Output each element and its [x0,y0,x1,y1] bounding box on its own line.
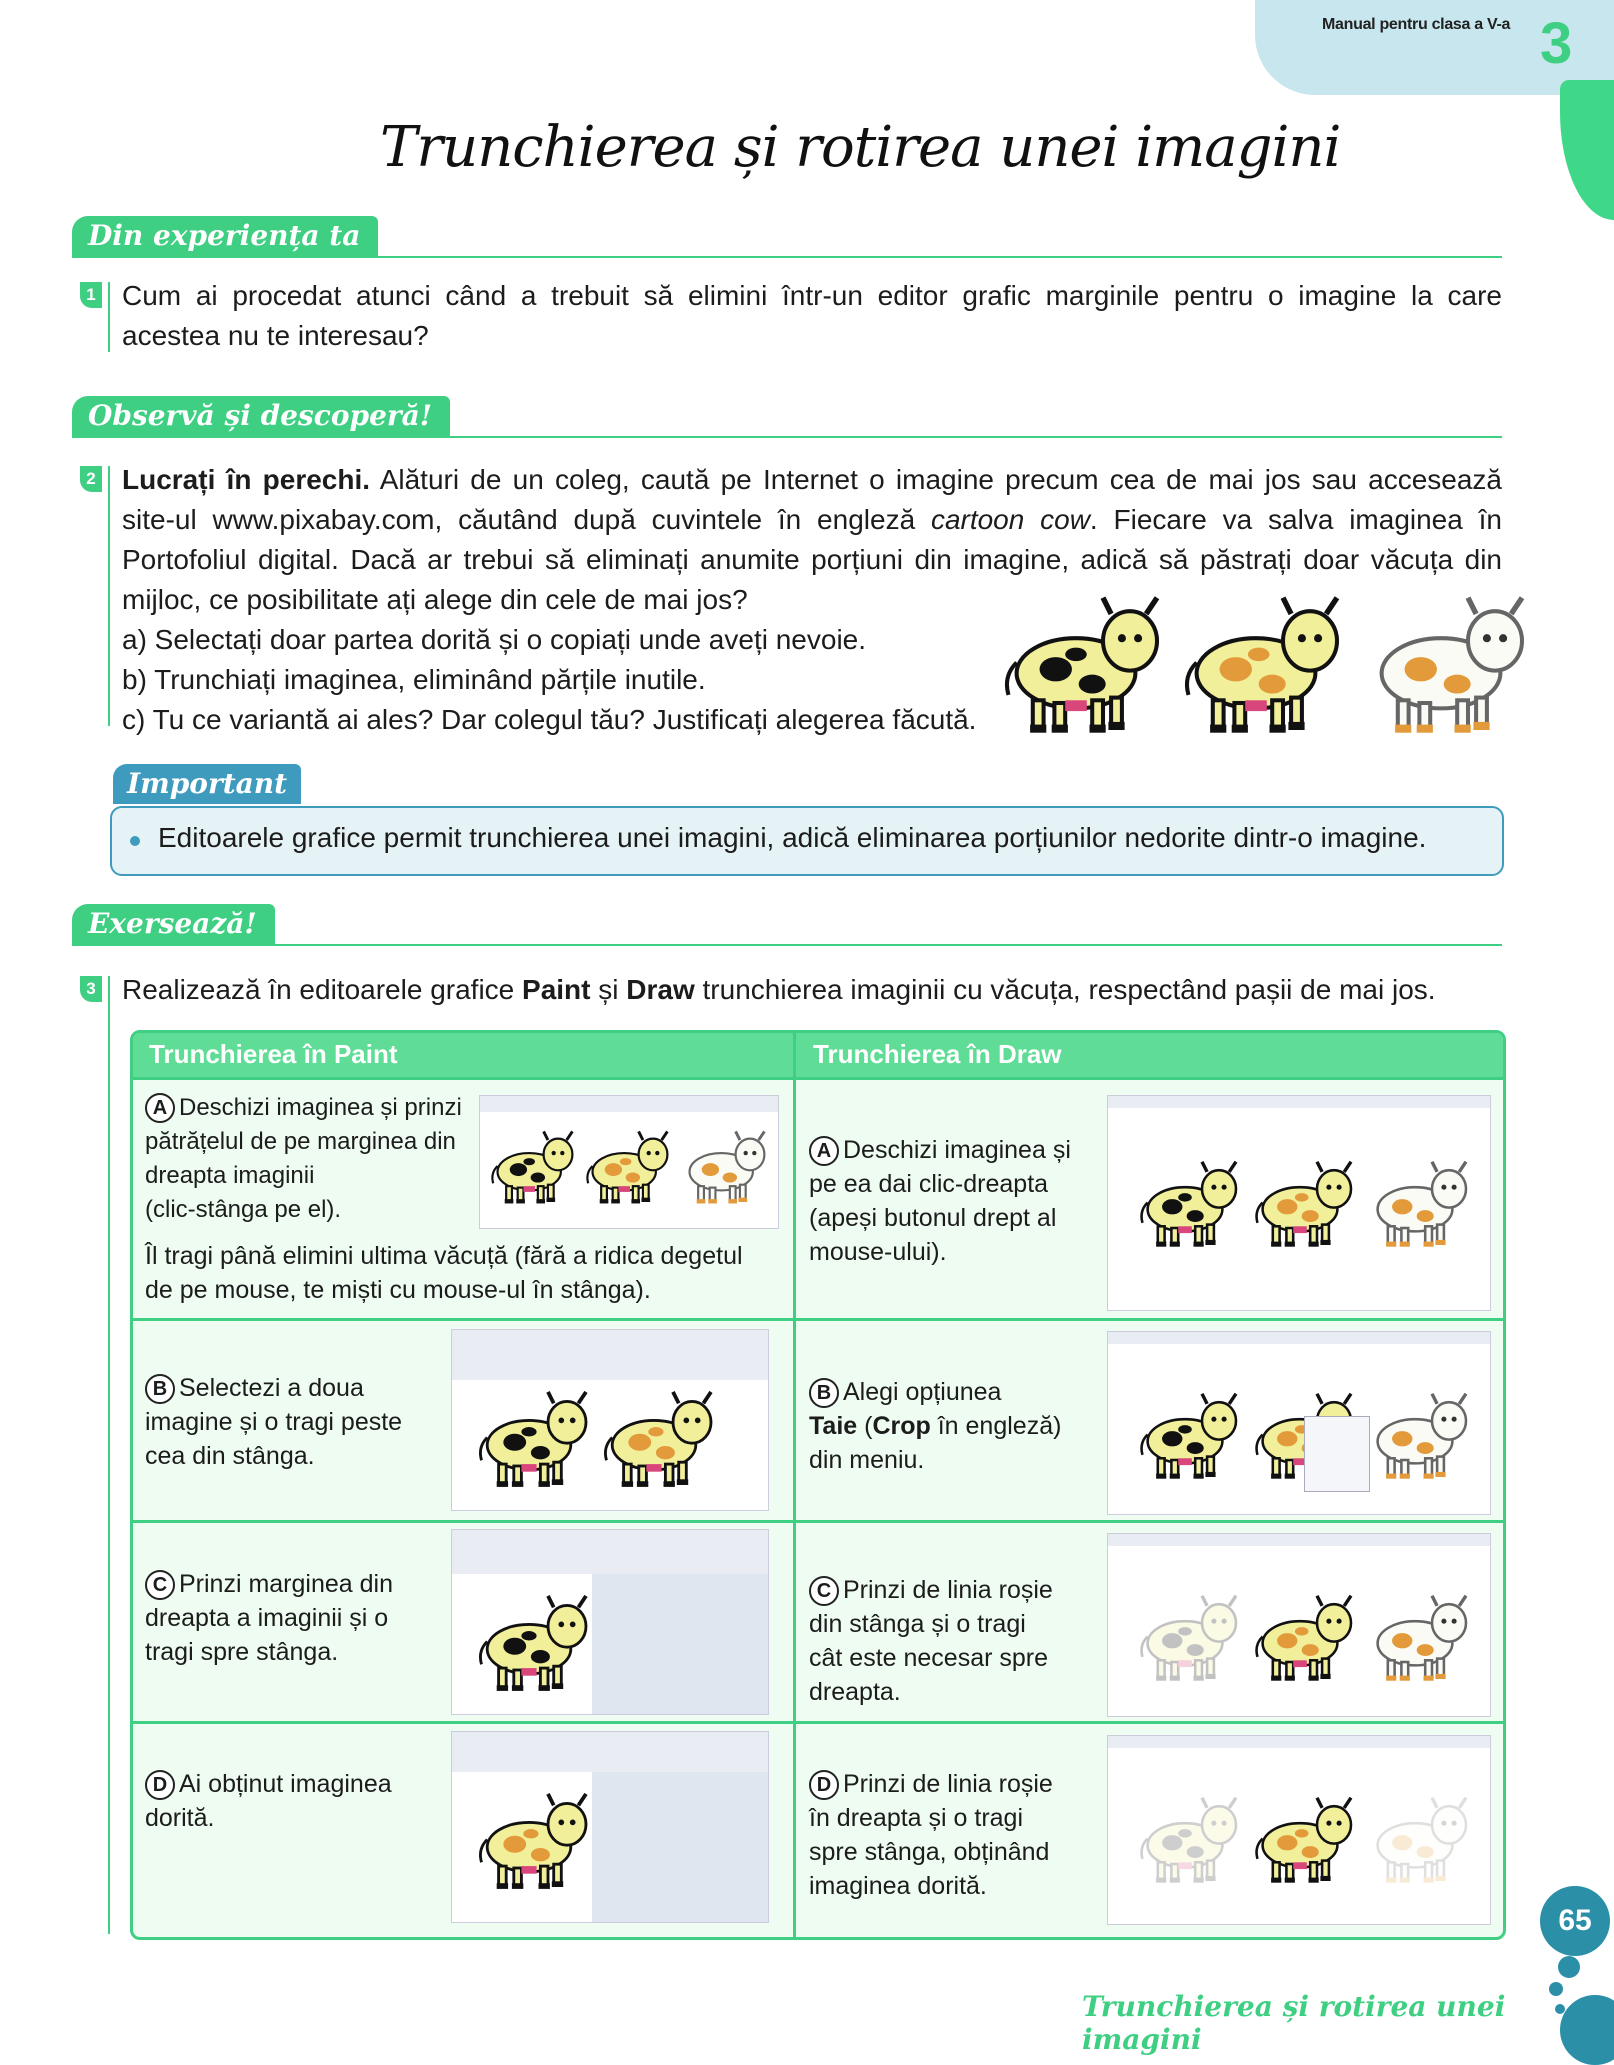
context-menu [1304,1416,1370,1492]
column-header-paint: Trunchierea în Paint [149,1039,398,1069]
q1-line1: Cum ai procedat atunci când a trebuit să elimini într-un editor grafic marginile pentru o imagine la care [122,280,1502,311]
cows-thumbnail [1134,1590,1484,1710]
section-line [72,256,1502,258]
section-line [72,944,1502,946]
paint-step-a-line1 [145,1091,462,1125]
paint-a-text: (clic-stânga pe el). [145,1196,342,1223]
paint-screenshot-b [451,1329,769,1511]
paint-step-b-line1 [145,1371,402,1405]
row-divider [133,1318,1503,1321]
canvas-area [592,1772,768,1922]
row-divider [133,1520,1503,1523]
step-letter: D [145,1770,175,1800]
q2-option-c: c) Tu ce variantă ai ales? Dar colegul tău? Justificați alegerea făcută. [122,704,977,735]
bullet-dot [130,836,140,846]
chapter-number: 3 [1540,11,1573,76]
step-letter: C [145,1570,175,1600]
canvas-area [592,1574,768,1714]
draw-screenshot-c [1107,1533,1491,1717]
paint-a-extra1: Îl tragi până elimini ultima văcuță (fără a ridica degetul [145,1242,743,1270]
row-divider [133,1077,1503,1080]
draw-step-b-line1 [809,1375,1061,1409]
paint-a-text: Deschizi imaginea și prinzi [179,1094,462,1121]
question-number-2: 2 [80,466,102,492]
draw-step-d [809,1767,1053,1903]
question-bar [108,976,110,1934]
draw-b-text: Alegi opțiunea [843,1378,1002,1406]
column-divider [793,1033,796,1937]
paint-a-extra2: de pe mouse, te miști cu mouse-ul în stânga). [145,1276,651,1304]
draw-c-text: dreapta. [809,1678,901,1706]
draw-step-b-line2 [809,1409,1061,1443]
draw-c-text: din stânga și o tragi [809,1610,1026,1638]
toolbar-strip [452,1330,768,1380]
question-bar [108,282,110,352]
q3-draw: Draw [626,974,695,1005]
q2-line2 [122,500,1502,540]
paint-b-text: imagine și o tragi peste [145,1408,403,1436]
cows-thumbnail [1134,1792,1484,1912]
q2-line4: mijloc, ce posibilitate ați alege din cele de mai jos? [122,584,748,615]
paint-a-text: pătrățelul de pe marginea din [145,1128,456,1155]
paint-step-b [145,1371,402,1473]
paint-c-text: tragi spre stânga. [145,1638,339,1666]
toolbar-strip [1108,1096,1490,1108]
step-letter: B [145,1374,175,1404]
page-title: Trunchierea și rotirea unei imagini [380,115,1341,180]
draw-d-text: în dreapta și o tragi [809,1804,1024,1832]
q3-post: trunchierea imaginii cu văcuța, respectând pașii de mai jos. [694,974,1436,1005]
draw-d-text: imaginea dorită. [809,1872,987,1900]
draw-b-mid: ( [857,1412,873,1440]
draw-screenshot-d [1107,1735,1491,1925]
draw-a-text: pe ea dai clic-dreapta [809,1170,1049,1198]
draw-step-c [809,1573,1053,1709]
draw-step-b [809,1375,1061,1477]
footer-title: Trunchierea și rotirea unei imagini [1082,1990,1506,2056]
draw-a-text: mouse-ului). [809,1238,947,1266]
q2-line3: Portofoliul digital. Dacă ar trebui să eliminați anumite porțiuni din imagine, adică să păstrați doar văcuța din [122,544,1502,575]
draw-b-bold-taie: Taie [809,1412,858,1440]
q1-line2: acestea nu te interesau? [122,320,429,351]
question-3-text [122,970,1436,1010]
q2-bold-lead: Lucrați în perechi. [122,464,371,495]
question-number-1: 1 [80,282,102,308]
column-header-draw: Trunchierea în Draw [813,1039,1062,1069]
paint-screenshot-a [479,1095,779,1229]
step-letter: A [809,1136,839,1166]
cows-thumbnail [486,1126,776,1221]
paint-step-d-line1 [145,1767,392,1801]
cows-thumbnail [472,1386,752,1506]
question-1-text [122,276,1502,356]
section-tag-experience: Din experiența ta [72,216,378,256]
manual-label: Manual pentru clasa a V-a [1322,16,1511,33]
draw-d-text: Prinzi de linia roșie [843,1770,1053,1798]
paint-step-a [145,1091,462,1227]
draw-step-c-line1 [809,1573,1053,1607]
step-letter: A [145,1093,175,1123]
q2-line1-text: Alături de un coleg, caută pe Internet o imagine precum cea de mai jos sau accesează [370,464,1502,495]
draw-c-text: cât este necesar spre [809,1644,1049,1672]
step-letter: C [809,1576,839,1606]
paint-c-text: Prinzi marginea din [179,1570,393,1598]
section-line [72,436,1502,438]
draw-c-text: Prinzi de linia roșie [843,1576,1053,1604]
paint-step-d [145,1767,392,1835]
paint-step-c-line1 [145,1567,393,1601]
cow-thumbnail [472,1788,612,1908]
q3-paint: Paint [522,974,591,1005]
toolbar-strip [452,1732,768,1772]
draw-step-a [809,1133,1071,1269]
cow-thumbnail [472,1590,612,1710]
row-divider [133,1721,1503,1724]
paint-b-text: Selectezi a doua [179,1374,364,1402]
q3-mid: și [590,974,627,1005]
header-green-wave [1560,80,1614,220]
paint-d-text: Ai obținut imaginea [179,1770,392,1798]
section-tag-exercise: Exersează! [72,904,275,944]
q2-option-a: a) Selectați doar partea dorită și o copiați unde aveți nevoie. [122,624,867,655]
q3-pre: Realizează în editoarele grafice [122,974,523,1005]
paint-step-c [145,1567,393,1669]
step-letter: D [809,1770,839,1800]
draw-screenshot-a [1107,1095,1491,1311]
section-tag-observe: Observă și descoperă! [72,396,450,436]
draw-step-d-line1 [809,1767,1053,1801]
cows-illustration [995,575,1555,735]
page-number: 65 [1540,1886,1610,1956]
question-number-3: 3 [80,976,102,1002]
draw-b-rest: în engleză) [930,1412,1062,1440]
draw-step-a-line1 [809,1133,1071,1167]
draw-a-text: (apeși butonul drept al [809,1204,1057,1232]
question-bar [108,466,110,726]
q2-italic-term: cartoon cow [930,504,1090,535]
toolbar-strip [1108,1332,1490,1344]
paint-screenshot-c [451,1529,769,1715]
draw-a-text: Deschizi imaginea și [843,1136,1071,1164]
toolbar-strip [1108,1534,1490,1546]
toolbar-strip [480,1096,778,1112]
toolbar-strip [1108,1736,1490,1748]
steps-table [130,1030,1506,1940]
q2-option-b: b) Trunchiați imaginea, eliminând părțile inutile. [122,664,706,695]
paint-d-text: dorită. [145,1804,215,1832]
important-label: Important [113,764,301,804]
q2-line2a: site-ul www.pixabay.com, căutând după cuvintele în engleză [122,504,931,535]
step-letter: B [809,1378,839,1408]
draw-b-bold-crop: Crop [872,1412,931,1440]
paint-step-a-extra [145,1239,743,1307]
important-text: Editoarele grafice permit trunchierea unei imagini, adică eliminarea porțiunilor nedorite dintr-o imagine. [158,822,1427,853]
draw-b-text: din meniu. [809,1446,925,1474]
q2-line1 [122,460,1502,500]
decor-dot [1558,1956,1580,1978]
draw-screenshot-b [1107,1331,1491,1515]
paint-b-text: cea din stânga. [145,1442,315,1470]
toolbar-strip [452,1530,768,1574]
paint-screenshot-d [451,1731,769,1923]
draw-d-text: spre stânga, obținând [809,1838,1050,1866]
paint-c-text: dreapta a imaginii și o [145,1604,389,1632]
cows-thumbnail [1134,1156,1484,1276]
q2-line2b: . Fiecare va salva imaginea în [1089,504,1502,535]
paint-a-text: dreapta imaginii [145,1162,315,1189]
